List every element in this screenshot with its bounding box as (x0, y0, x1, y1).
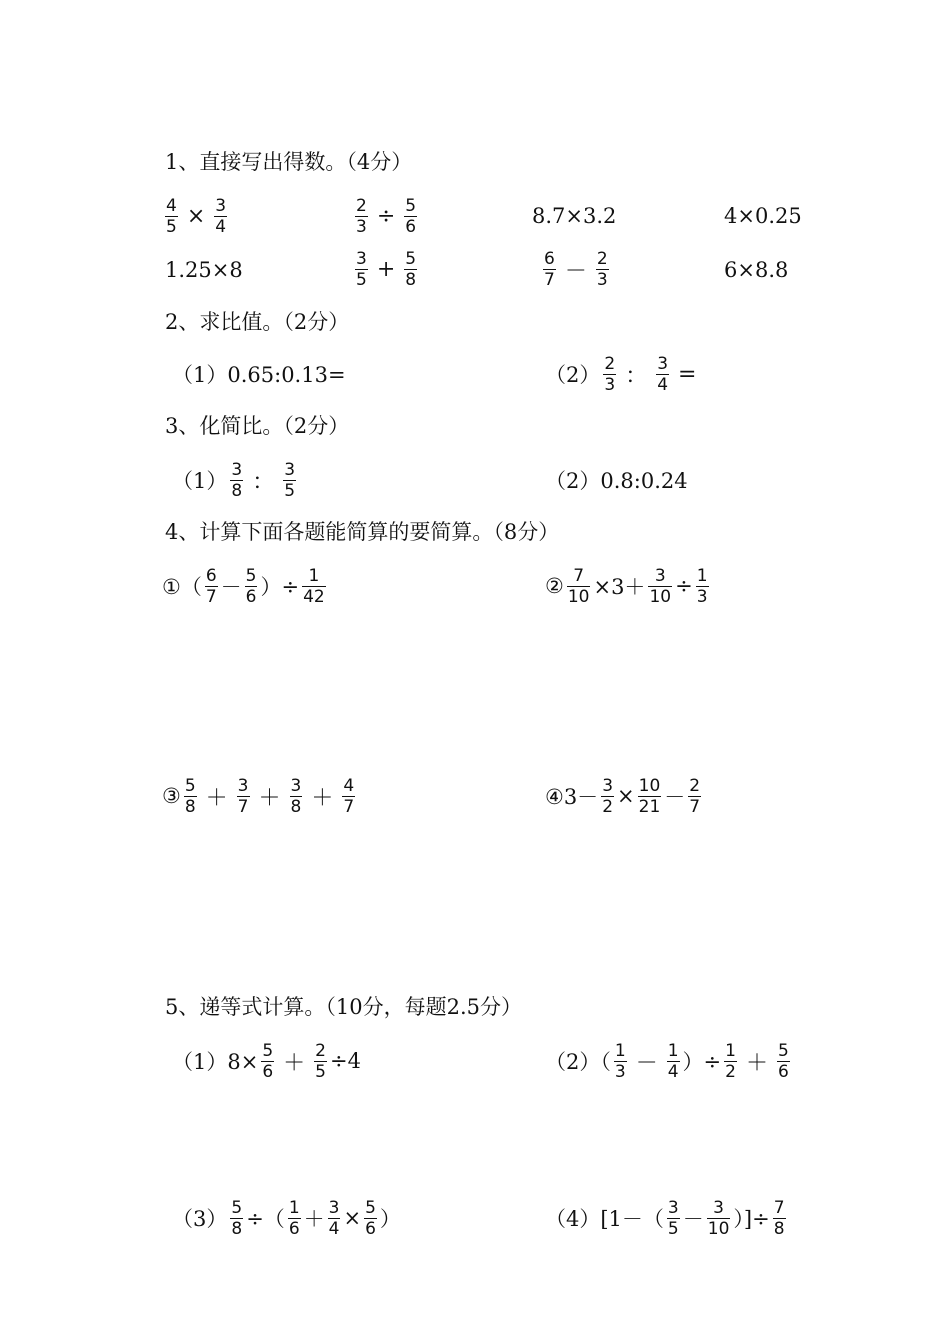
q5-problem-1: （1）8× $\frac{5}{6}$ ＋ $\frac{2}{5}$ ÷4 (172, 1040, 361, 1082)
fraction: $\frac{6}{7}$ (544, 248, 555, 290)
q5-problem-4: （4）[1－（ $\frac{3}{5}$ － $\frac{3}{10}$ ）]÷ $\frac{7}{8}$ (545, 1197, 785, 1239)
fraction: $\frac{10}{21}$ (638, 775, 661, 817)
q1-expr-6: $\frac{3}{5}$ + $\frac{5}{8}$ (356, 248, 417, 290)
q5-problem-2: （2）（ $\frac{1}{3}$ － $\frac{1}{4}$ ）÷ $\frac{1}{2}$ ＋ $\frac{5}{6}$ (545, 1040, 789, 1082)
fraction: $\frac{3}{4}$ (657, 353, 669, 395)
q5-problem-3: （3） $\frac{5}{8}$ ÷（ $\frac{1}{6}$ ＋ $\frac{3}{4}$ × $\frac{5}{6}$ ） (172, 1197, 401, 1239)
q1-expr-7: $\frac{6}{7}$ － $\frac{2}{3}$ (544, 248, 608, 290)
q1-heading: 1、直接写出得数。（4分） (165, 150, 413, 174)
fraction: $\frac{5}{6}$ (262, 1040, 274, 1082)
fraction: $\frac{5}{8}$ (231, 1197, 243, 1239)
fraction: $\frac{5}{6}$ (365, 1197, 376, 1239)
fraction: $\frac{4}{7}$ (343, 775, 355, 817)
fraction: $\frac{7}{10}$ (567, 565, 590, 607)
fraction: $\frac{3}{8}$ (231, 459, 243, 501)
fraction: $\frac{4}{5}$ (166, 195, 177, 237)
fraction: $\frac{3}{4}$ (215, 195, 227, 237)
q4-problem-3: ③ $\frac{5}{8}$ ＋ $\frac{3}{7}$ ＋ $\frac{3}{8}$ ＋ $\frac{4}{7}$ (162, 775, 355, 817)
fraction: $\frac{2}{3}$ (596, 248, 608, 290)
fraction: $\frac{5}{8}$ (405, 248, 417, 290)
fraction: $\frac{1}{42}$ (303, 565, 325, 607)
fraction: $\frac{6}{7}$ (205, 565, 217, 607)
fraction: $\frac{7}{8}$ (773, 1197, 785, 1239)
q4-problem-1: ①（ $\frac{6}{7}$ － $\frac{5}{6}$ ）÷ $\frac{1}{42}$ (162, 565, 325, 607)
fraction: $\frac{3}{5}$ (667, 1197, 679, 1239)
fraction: $\frac{1}{6}$ (288, 1197, 300, 1239)
q1-expr-2: $\frac{2}{3}$ ÷ $\frac{5}{6}$ (356, 195, 417, 237)
q4-problem-2: ② $\frac{7}{10}$ ×3＋ $\frac{3}{10}$ ÷ $\frac{1}{3}$ (545, 565, 708, 607)
q1-expr-8: 6×8.8 (724, 258, 789, 282)
fraction: $\frac{2}{7}$ (689, 775, 701, 817)
fraction: $\frac{1}{2}$ (725, 1040, 736, 1082)
fraction: $\frac{3}{8}$ (290, 775, 302, 817)
fraction: $\frac{3}{10}$ (649, 565, 672, 607)
fraction: $\frac{3}{4}$ (328, 1197, 340, 1239)
q4-problem-4: ④3－ $\frac{3}{2}$ × $\frac{10}{21}$ － $\frac{2}{7}$ (545, 775, 701, 817)
fraction: $\frac{5}{6}$ (778, 1040, 789, 1082)
q1-expr-3: 8.7×3.2 (532, 204, 617, 228)
q2-problem-1: （1）0.65:0.13= (172, 363, 346, 387)
fraction: $\frac{2}{3}$ (356, 195, 367, 237)
q3-heading: 3、化简比。（2分） (165, 414, 350, 438)
q3-problem-1: （1） $\frac{3}{8}$ ： $\frac{3}{5}$ (172, 459, 296, 501)
fraction: $\frac{1}{3}$ (696, 565, 708, 607)
q1-expr-5: 1.25×8 (165, 258, 243, 282)
fraction: $\frac{3}{10}$ (707, 1197, 730, 1239)
fraction: $\frac{5}{6}$ (245, 565, 257, 607)
fraction: $\frac{1}{3}$ (614, 1040, 626, 1082)
q1-expr-1: $\frac{4}{5}$ × $\frac{3}{4}$ (166, 195, 227, 237)
q2-problem-2: （2） $\frac{2}{3}$ ： $\frac{3}{4}$ = (545, 353, 697, 395)
fraction: $\frac{3}{5}$ (284, 459, 296, 501)
fraction: $\frac{3}{5}$ (356, 248, 367, 290)
fraction: $\frac{1}{4}$ (667, 1040, 679, 1082)
q3-problem-2: （2）0.8:0.24 (545, 469, 688, 493)
fraction: $\frac{5}{8}$ (184, 775, 196, 817)
q5-heading: 5、递等式计算。（10分，每题2.5分） (165, 995, 522, 1019)
q2-heading: 2、求比值。（2分） (165, 310, 350, 334)
fraction: $\frac{2}{5}$ (315, 1040, 326, 1082)
fraction: $\frac{3}{2}$ (602, 775, 614, 817)
q4-heading: 4、计算下面各题能简算的要简算。（8分） (165, 520, 560, 544)
q1-expr-4: 4×0.25 (724, 204, 802, 228)
fraction: $\frac{5}{6}$ (405, 195, 417, 237)
fraction: $\frac{3}{7}$ (237, 775, 249, 817)
fraction: $\frac{2}{3}$ (604, 353, 616, 395)
